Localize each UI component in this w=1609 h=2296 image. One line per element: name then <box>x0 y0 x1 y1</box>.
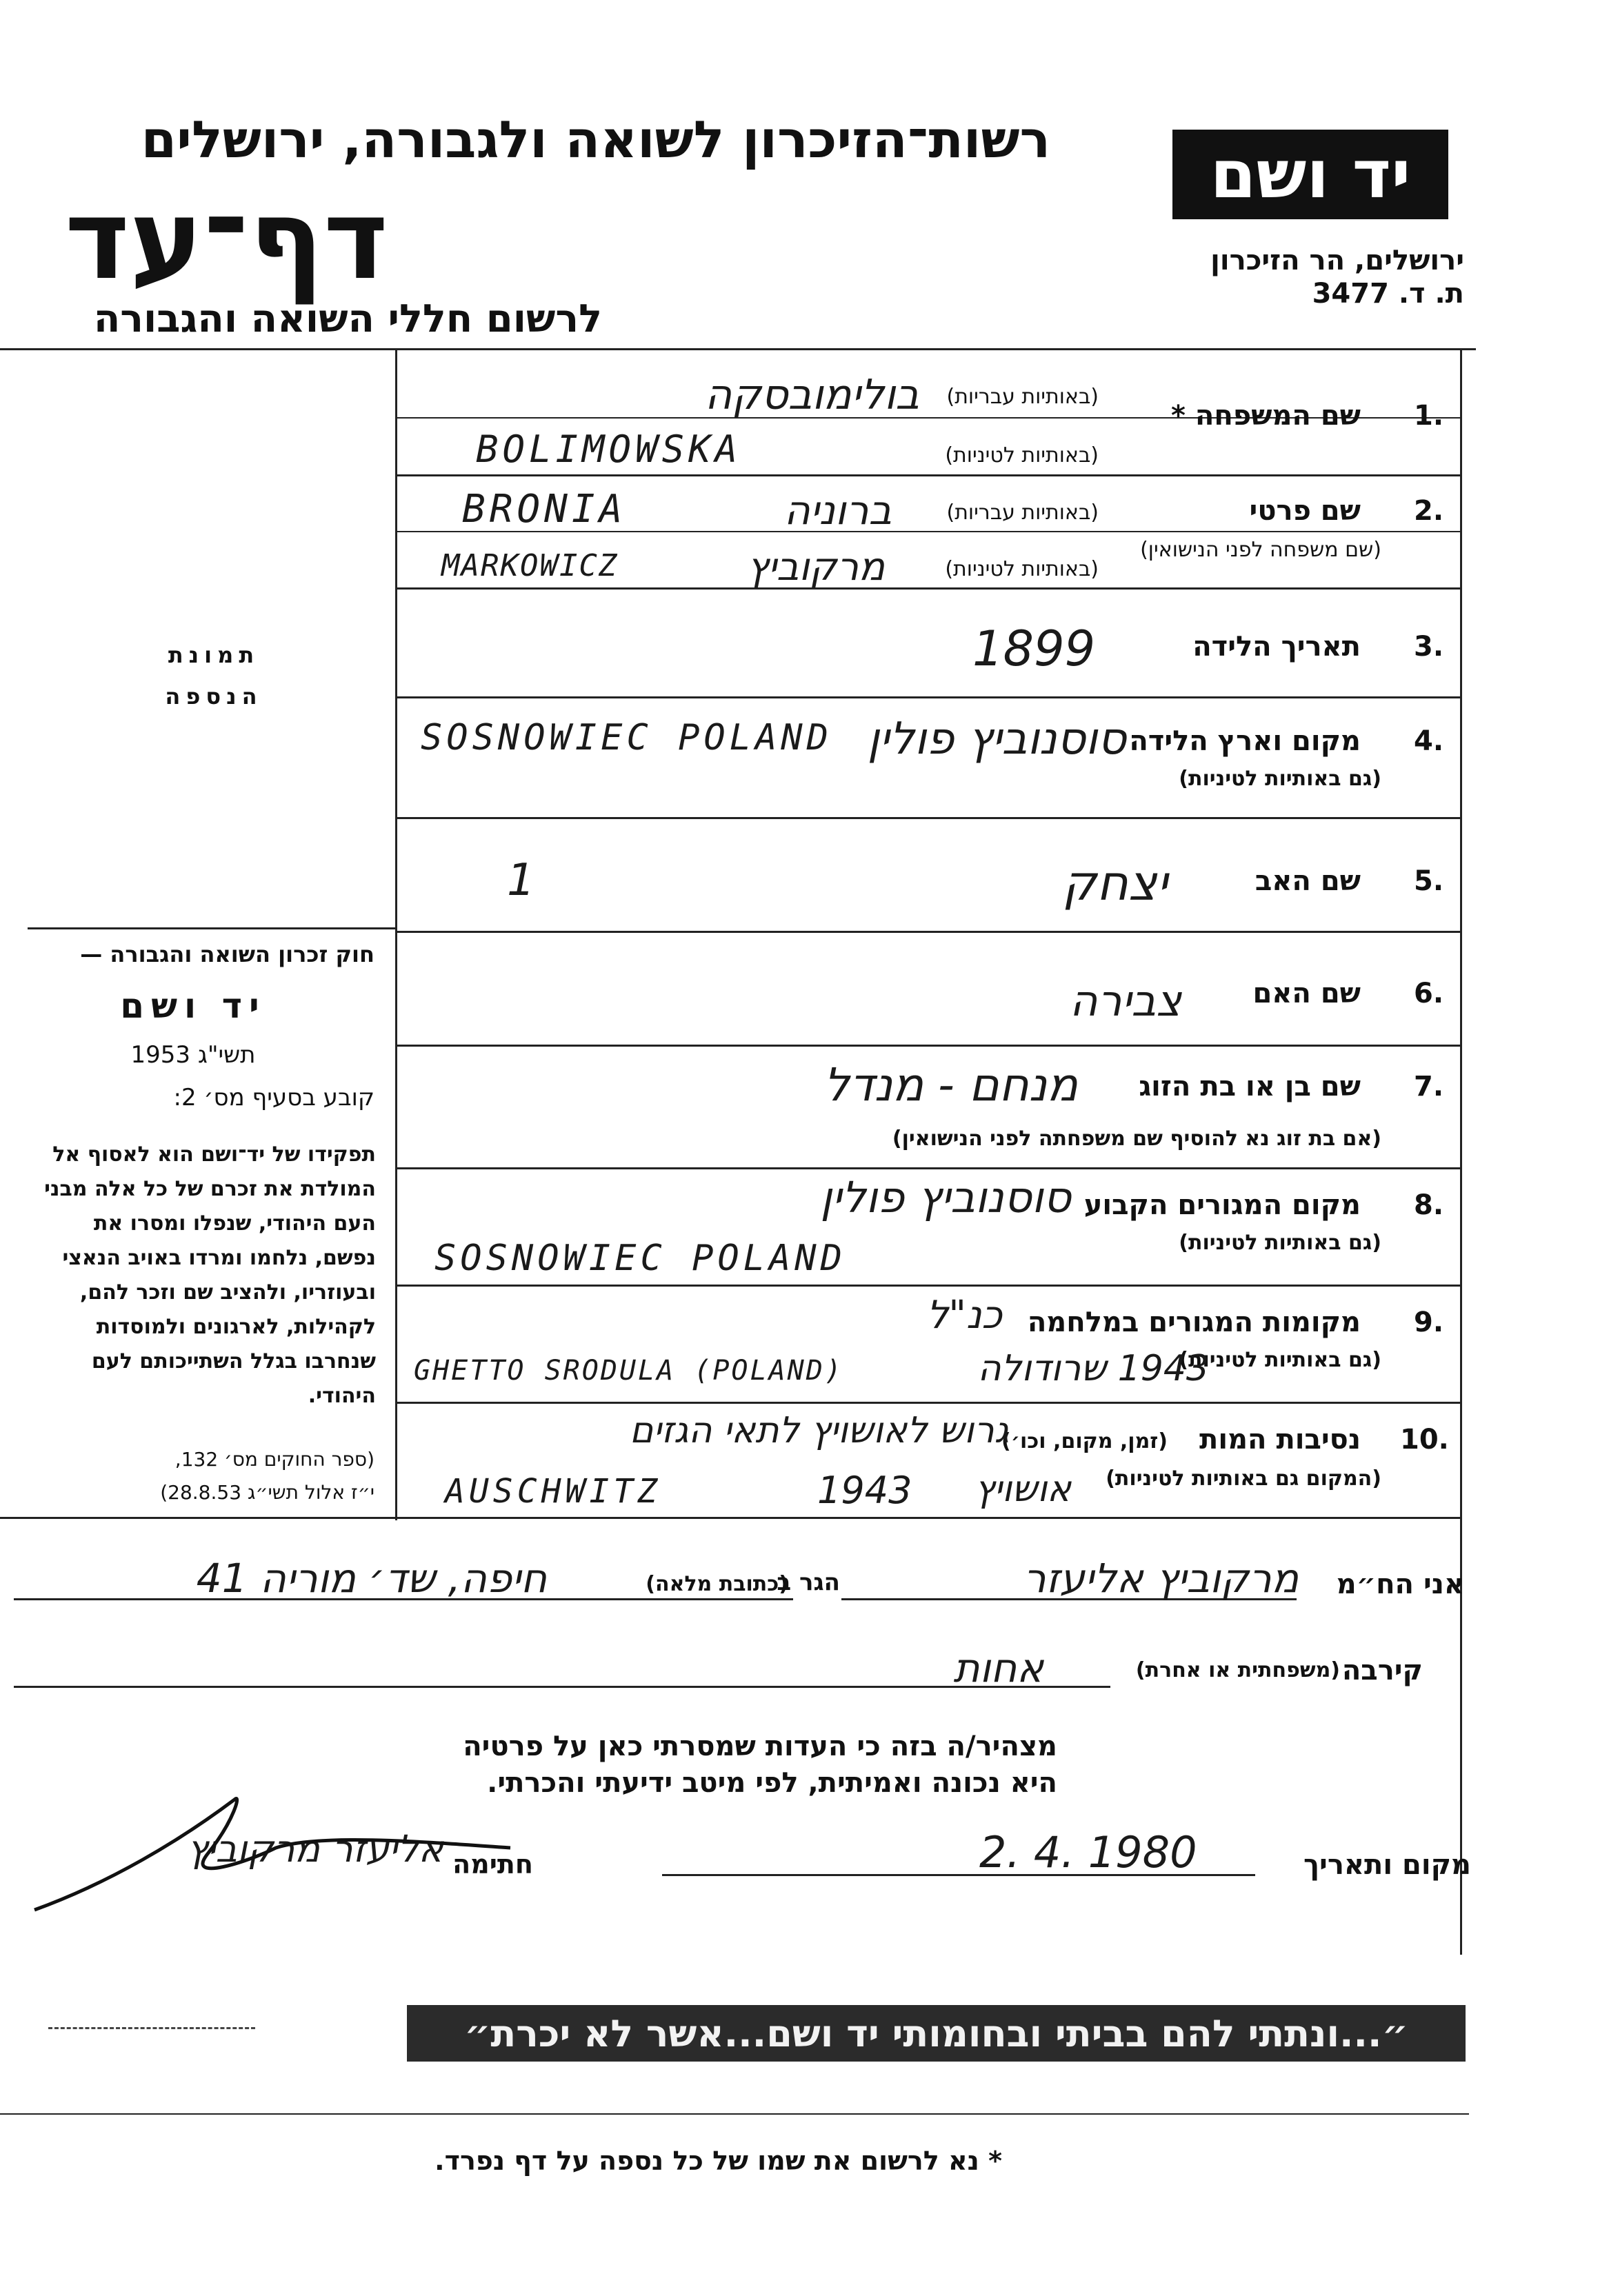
law-ref-2: י״ז אלול תשי״ג 28.8.53) <box>160 1481 374 1504</box>
authority-title: רשות־הזיכרון לשואה ולגבורה, ירושלים <box>141 110 1050 170</box>
law-title: חוק זכרון השואה והגבורה — <box>80 941 374 967</box>
field-2-sub: (שם משפחה לפני הנישואין) <box>1140 538 1381 562</box>
signature-label: חתימה <box>452 1849 533 1880</box>
field-6-number: 6. <box>1414 978 1444 1009</box>
law-text: תפקידו של יד־ושם הוא לאסוף אל המולדת את זכרם של כל אלה מבני העם היהודי, שנפלו ומסרו את נפשם, נלחמו ומרדו באויב הנאצי ובעוזריו, ולהציב שם וזכר להם, לקהילות, לארגונים ולמוסדות שנחרבו בגלל השתייכותם לעם היהודי. <box>44 1142 376 1408</box>
field-9-sub: (גם באותיות לטיניות) <box>1179 1348 1381 1372</box>
photo-label: תמונת הנספה <box>165 642 263 709</box>
field-7-sub: (אם בת זוג נא להוסיף שם משפחתה לפני הנישואין) <box>892 1127 1381 1151</box>
field-10-value-heb: גרוש לאושויץ לתאי הגזים <box>629 1410 1009 1451</box>
field-8-number: 8. <box>1414 1189 1444 1221</box>
field-3-number: 3. <box>1414 631 1444 663</box>
field-10-sub: (המקום גם באותיות לטיניות) <box>1106 1467 1381 1491</box>
decl-resident-label: הגר ב <box>777 1569 840 1596</box>
banner-lead-rule <box>48 2027 255 2032</box>
field-7-label: שם בן או בת הזוג <box>1139 1071 1361 1102</box>
field-6-value: צבירה <box>1070 976 1181 1026</box>
sidebar-rule <box>28 927 397 929</box>
field-8-label: מקום המגורים הקבוע <box>1083 1189 1361 1221</box>
top-rule <box>0 348 1476 350</box>
decl-statement-1: מצהיר/ה בזה כי העדות שמסרתי כאן על פרטיה <box>463 1731 1057 1762</box>
field-3-value: 1899 <box>972 621 1096 677</box>
field-8-value-lat: SOSNOWIEC POLAND <box>434 1238 846 1279</box>
row-sep <box>397 931 1462 933</box>
field-2-value-heb: ברוניה <box>783 487 892 534</box>
field-1-hint-lat: (באותיות לטיניות) <box>945 443 1099 467</box>
field-4-sub: (גם באותיות לטיניות) <box>1179 767 1381 791</box>
law-ref-1: (ספר החוקים מס׳ 132, <box>174 1448 374 1471</box>
field-9-label: מקומות המגורים במלחמה <box>1027 1307 1361 1338</box>
field-9-value-heb: כנ"ל <box>926 1293 1002 1338</box>
field-1-value-lat: BOLIMOWSKA <box>476 427 742 471</box>
field-9-value-mid: 1943 שרודולה <box>977 1348 1209 1389</box>
field-5-label: שם האב <box>1255 865 1361 897</box>
row-sep <box>397 1045 1462 1047</box>
row-sep <box>397 1402 1462 1404</box>
signature-value: אליעזר מרקוביץ <box>187 1827 443 1871</box>
field-8-sub: (גם באותיות לטיניות) <box>1179 1231 1381 1255</box>
decl-relation-hint: (משפחתית או אחרת) <box>1135 1658 1340 1682</box>
field-4-number: 4. <box>1414 725 1444 757</box>
field-1-number: 1. <box>1414 400 1444 432</box>
decl-relation-label: קירבה <box>1341 1655 1423 1686</box>
field-10-value-lat: AUSCHWITZ <box>445 1472 662 1511</box>
field-1-label: שם המשפחה * <box>1171 400 1361 432</box>
field-7-value: מנחם - מנדל <box>823 1058 1078 1111</box>
field-7-number: 7. <box>1414 1071 1444 1102</box>
decl-name-value: מרקוביץ אליעזר <box>1023 1555 1299 1602</box>
field-10-number: 10. <box>1400 1424 1449 1456</box>
field-3-label: תאריך הלידה <box>1192 631 1361 663</box>
law-name: יד ושם <box>120 986 266 1026</box>
yad-vashem-logo <box>1172 130 1448 219</box>
field-2-hint-heb: (באותיות עבריות) <box>946 501 1099 525</box>
field-10-value-place: אושויץ <box>975 1469 1071 1510</box>
field-2-value-lat: BRONIA <box>462 487 627 532</box>
row-sep <box>397 817 1462 819</box>
field-2-maiden-lat: MARKOWICZ <box>441 548 619 583</box>
field-9-value-lat: GHETTO SRODULA (POLAND) <box>414 1355 843 1387</box>
law-clause: קובע בסעיף מס׳ 2: <box>173 1084 374 1111</box>
field-5-number: 5. <box>1414 865 1444 897</box>
field-4-label: מקום וארץ הלידה <box>1129 725 1361 757</box>
field-8-value-heb: סוסנוביץ פולין <box>820 1172 1071 1222</box>
field-9-number: 9. <box>1414 1307 1444 1338</box>
footer-note: * נא לרשום את שמו של כל נספה על דף נפרד. <box>434 2146 1002 2176</box>
quote-banner <box>407 2005 1466 2062</box>
signature-flourish-icon <box>28 1779 524 1917</box>
field-2-label: שם פרטי <box>1249 495 1361 527</box>
row-sep <box>397 587 1462 590</box>
field-1-hint-heb: (באותיות עבריות) <box>946 385 1099 409</box>
row-sep <box>397 696 1462 698</box>
law-year: תשי"ג 1953 <box>130 1041 256 1069</box>
field-1-value-heb: בולימובסקה <box>704 371 919 419</box>
field-6-label: שם האם <box>1252 978 1361 1009</box>
field-5-mark: 1 <box>507 855 535 906</box>
field-10-label-hint: (זמן, מקום, וכו׳) <box>1001 1429 1168 1453</box>
field-4-value-lat: SOSNOWIEC POLAND <box>421 717 832 758</box>
field-2-number: 2. <box>1414 495 1444 527</box>
field-2-maiden-heb: מרקוביץ <box>747 545 885 590</box>
logo-text: יד ושם <box>1210 136 1411 213</box>
decl-statement-2: היא נכונה ואמיתית, לפי מיטב ידיעתי והכרתי. <box>487 1767 1057 1799</box>
decl-address-value: חיפה, שד׳ מוריה 41 <box>196 1555 547 1602</box>
field-4-value-heb: סוסנוביץ פולין <box>867 714 1126 765</box>
date-value: 2. 4. 1980 <box>979 1827 1197 1877</box>
field-5-value: יצחק <box>1062 855 1168 912</box>
row-sep <box>0 1517 1462 1519</box>
place-date-label: מקום ותאריך <box>1303 1849 1471 1881</box>
decl-address-hint: (כתובת מלאה) <box>646 1572 788 1596</box>
field-10-value-year: 1943 <box>817 1469 912 1512</box>
footer-rule <box>0 2113 1469 2115</box>
decl-relation-line <box>14 1686 1110 1688</box>
pobox: ת. ד. 3477 <box>1312 278 1464 310</box>
divider-left <box>395 348 397 1520</box>
row-sep <box>397 1167 1462 1169</box>
decl-relation-value: אחות <box>953 1644 1043 1691</box>
address: ירושלים, הר הזיכרון <box>1210 245 1464 276</box>
row-sep <box>397 474 1462 476</box>
form-subtitle: לרשום חללי השואה והגבורה <box>93 296 602 341</box>
quote-banner-text: ״...ונתתי להם בביתי ובחומותי יד ושם...אשר לא יכרת״ <box>464 2011 1408 2055</box>
field-2-hint-lat: (באותיות לטיניות) <box>945 557 1099 581</box>
row-sep <box>397 1285 1462 1287</box>
decl-i-label: אני הח״מ <box>1336 1569 1464 1600</box>
field-10-label: נסיבות המות <box>1199 1424 1361 1456</box>
form-title: דף־עד <box>64 175 388 304</box>
